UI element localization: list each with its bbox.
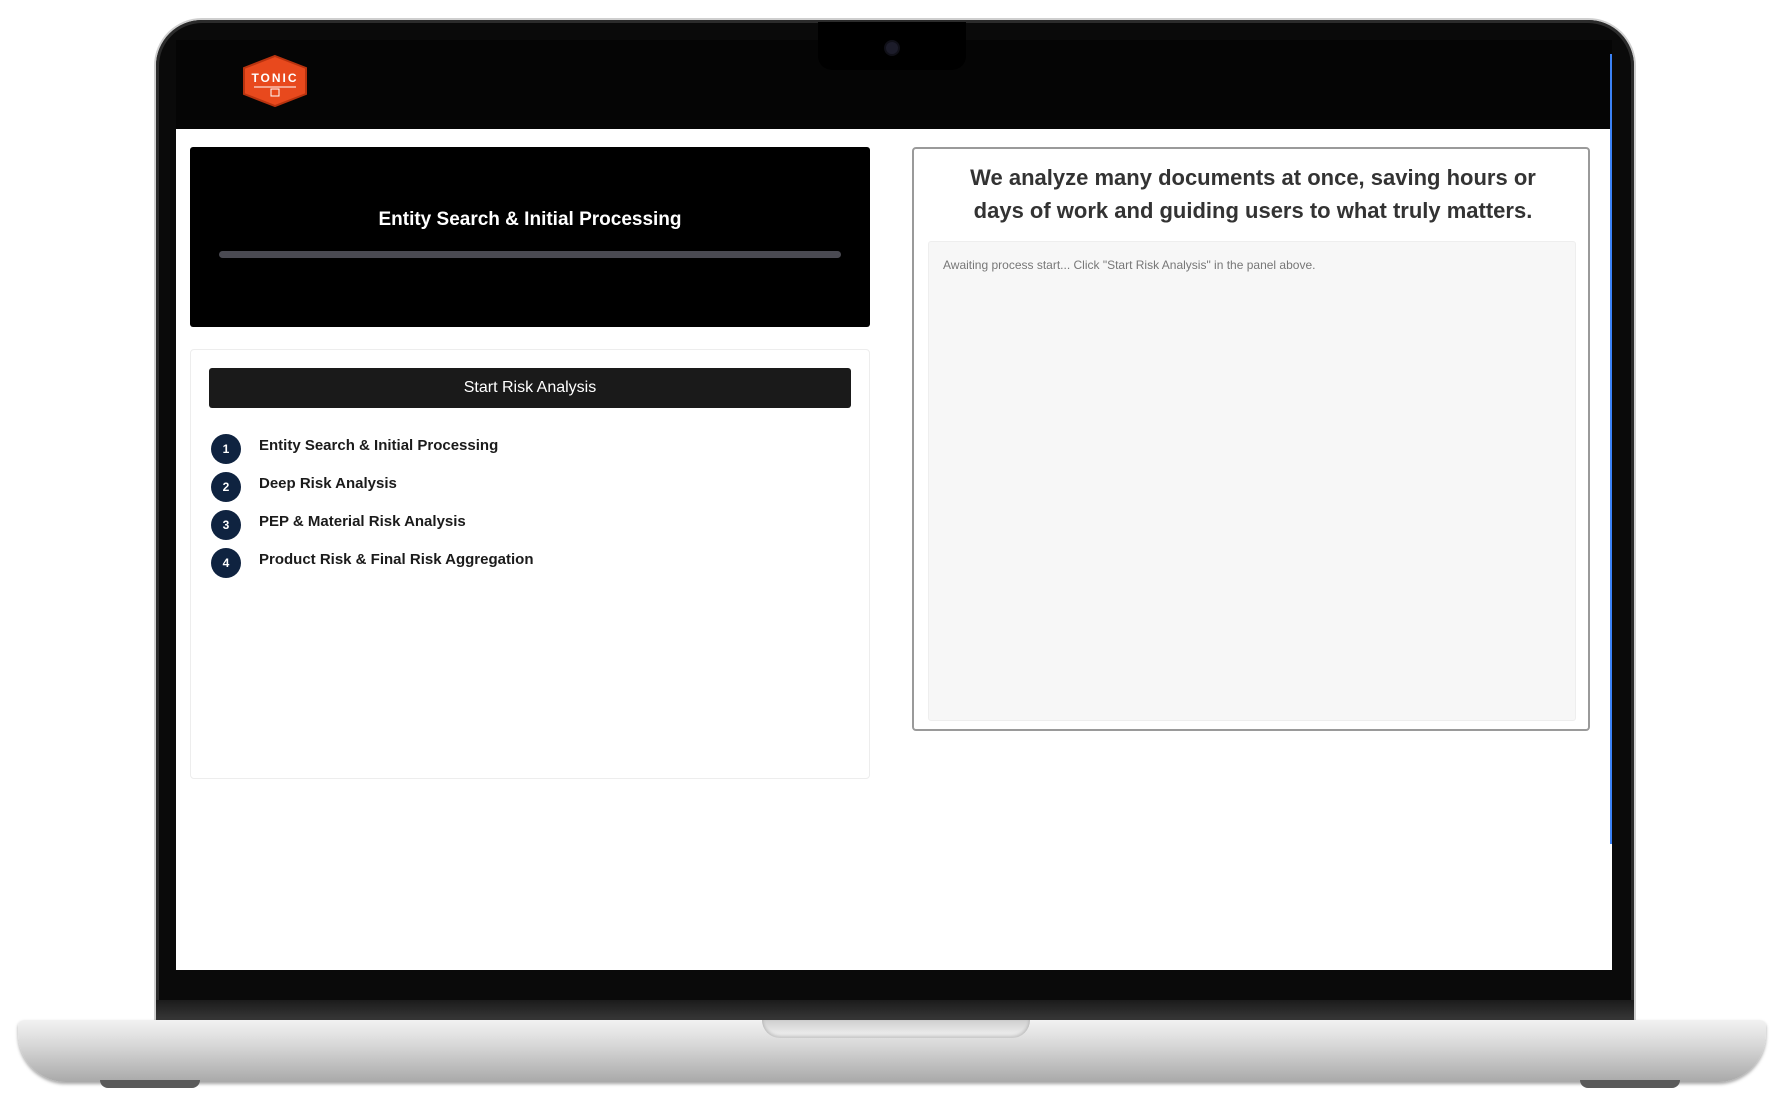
camera-icon: [886, 42, 898, 54]
accent-edge: [1610, 54, 1612, 844]
step-item: [211, 548, 533, 578]
current-stage-title: Entity Search & Initial Processing: [378, 209, 682, 230]
step-item: [211, 434, 498, 464]
app-screen: [176, 40, 1612, 970]
step-label: Deep Risk Analysis: [259, 474, 397, 492]
step-label: Product Risk & Final Risk Aggregation: [259, 550, 534, 568]
analysis-output-panel: [912, 147, 1590, 731]
process-log[interactable]: [928, 241, 1576, 721]
current-stage-panel: [190, 147, 870, 327]
step-number-badge: 3: [211, 510, 241, 540]
laptop-thumb-notch: [762, 1020, 1030, 1038]
step-number-badge: 1: [211, 434, 241, 464]
tonic-logo[interactable]: [240, 54, 310, 108]
progress-bar: [219, 251, 841, 258]
step-number-badge: 2: [211, 472, 241, 502]
laptop-foot-left: [100, 1080, 200, 1088]
log-status-message: Awaiting process start... Click "Start Risk Analysis" in the panel above.: [943, 258, 1316, 272]
step-item: [211, 510, 466, 540]
step-number-badge: 4: [211, 548, 241, 578]
steps-panel: [190, 349, 870, 779]
step-label: Entity Search & Initial Processing: [259, 436, 499, 454]
start-risk-analysis-button[interactable]: Start Risk Analysis: [209, 368, 851, 408]
step-item: [211, 472, 397, 502]
step-label: PEP & Material Risk Analysis: [259, 512, 466, 530]
tagline: We analyze many documents at once, saving hours or days of work and guiding users to what truly matters.: [970, 165, 1536, 223]
laptop-foot-right: [1580, 1080, 1680, 1088]
laptop-base-lip: [156, 1000, 1634, 1022]
svg-text:TONIC: TONIC: [251, 71, 299, 85]
